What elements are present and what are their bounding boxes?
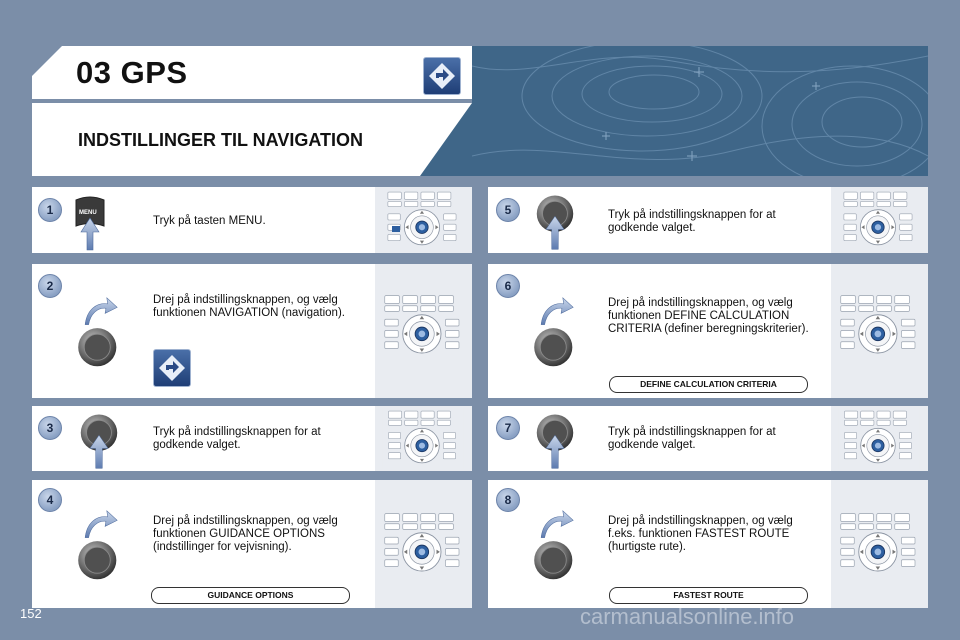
menu-option-pill: FASTEST ROUTE xyxy=(609,587,808,604)
navigation-icon xyxy=(153,349,191,387)
navigation-icon xyxy=(423,57,461,95)
control-panel-illustration xyxy=(378,508,468,580)
step-badge: 4 xyxy=(38,488,62,512)
menu-button-label: MENU xyxy=(79,210,97,216)
step-5-text: Tryk på indstillingsknappen for at godkende valget. xyxy=(608,209,776,234)
step-badge: 6 xyxy=(496,274,520,298)
step-3-text: Tryk på indstillingsknappen for at godkende valget. xyxy=(153,426,321,451)
control-panel-illustration xyxy=(378,408,468,469)
rotate-knob-icon xyxy=(73,503,125,581)
header-divider xyxy=(32,99,472,103)
menu-option-pill: DEFINE CALCULATION CRITERIA xyxy=(609,376,808,393)
control-panel-illustration xyxy=(834,189,924,251)
section-title: INDSTILLINGER TIL NAVIGATION xyxy=(78,130,363,150)
step-badge: 7 xyxy=(496,416,520,440)
press-knob-icon xyxy=(532,412,578,470)
watermark: carmanualsonline.info xyxy=(580,604,795,629)
step-4-text: Drej på indstillingsknappen, og vælg funktionen GUIDANCE OPTIONS (indstillinger for vejvisning). xyxy=(153,515,338,553)
step-badge: 5 xyxy=(496,198,520,222)
press-knob-icon xyxy=(76,412,122,470)
header-map-background xyxy=(472,46,928,176)
step-badge: 1 xyxy=(38,198,62,222)
step-8-text: Drej på indstillingsknappen, og vælg f.eks. funktionen FASTEST ROUTE (hurtigste rute). xyxy=(608,515,793,553)
rotate-knob-icon xyxy=(529,503,581,581)
rotate-knob-icon xyxy=(529,290,581,368)
step-badge: 3 xyxy=(38,416,62,440)
control-panel-illustration xyxy=(834,408,924,469)
page-number: 152 xyxy=(20,606,42,621)
menu-button-icon xyxy=(74,194,106,252)
menu-option-pill: GUIDANCE OPTIONS xyxy=(151,587,350,604)
control-panel-illustration xyxy=(378,189,468,251)
chapter-title: 03 GPS xyxy=(76,55,188,90)
step-badge: 2 xyxy=(38,274,62,298)
step-1-text: Tryk på tasten MENU. xyxy=(153,215,266,227)
press-knob-icon xyxy=(532,193,578,251)
control-panel-illustration xyxy=(834,508,924,580)
control-panel-illustration xyxy=(378,290,468,362)
control-panel-illustration xyxy=(834,290,924,362)
step-7-text: Tryk på indstillingsknappen for at godkende valget. xyxy=(608,426,776,451)
rotate-knob-icon xyxy=(73,290,125,368)
step-badge: 8 xyxy=(496,488,520,512)
step-2-text: Drej på indstillingsknappen, og vælg funktionen NAVIGATION (navigation). xyxy=(153,294,345,319)
step-6-text: Drej på indstillingsknappen, og vælg funktionen DEFINE CALCULATION CRITERIA (definer beregningskriterier). xyxy=(608,297,809,335)
